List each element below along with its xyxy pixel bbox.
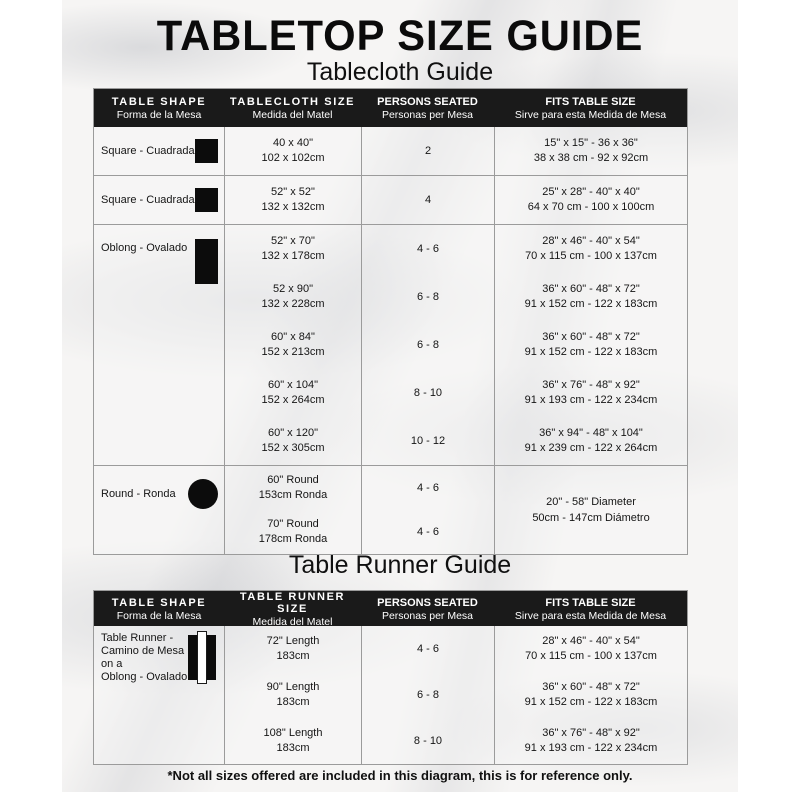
tablecloth-guide-table: [93, 88, 688, 555]
fits-column: [494, 127, 687, 175]
size-cell: [225, 225, 361, 273]
size-cell: [225, 176, 361, 224]
size-cm: 178cm Ronda: [258, 533, 328, 545]
size-cell: [225, 718, 361, 764]
fits-cm: 91 x 152 cm - 122 x 183cm: [524, 696, 658, 708]
fits-cm: 91 x 239 cm - 122 x 264cm: [524, 442, 658, 454]
shape-cell: [94, 225, 224, 465]
shape-cell: [94, 466, 224, 554]
header-es: Forma de la Mesa: [116, 610, 202, 622]
fits-cm: 91 x 152 cm - 122 x 183cm: [524, 298, 658, 310]
header-es: Medida del Matel: [252, 108, 333, 121]
size-inches: 52" x 70": [271, 235, 315, 247]
header-fits-table-size: [494, 591, 687, 628]
size-column: [224, 225, 361, 465]
persons-value: 4 - 6: [416, 242, 439, 255]
fits-cm: 64 x 70 cm - 100 x 100cm: [527, 201, 655, 213]
header-en: TABLE SHAPE: [111, 597, 207, 609]
tablecloth-guide-title: Tablecloth Guide: [306, 58, 494, 86]
fits-cell: [495, 321, 687, 369]
section-round: [94, 465, 687, 554]
persons-column: [361, 466, 494, 554]
header-es: Forma de la Mesa: [116, 108, 202, 121]
size-inches: 60" x 84": [271, 331, 315, 343]
size-cm: 152 x 305cm: [261, 442, 325, 454]
square-icon: [195, 139, 218, 163]
header-en: TABLE RUNNER SIZE: [239, 591, 346, 615]
fits-inches: 36" x 60" - 48" x 72": [542, 331, 640, 343]
persons-value: 8 - 10: [413, 386, 443, 399]
runner-stripe: [197, 631, 207, 684]
size-cell: [225, 672, 361, 718]
shape-label: Square - Cuadrada: [101, 144, 195, 157]
persons-value: 8 - 10: [413, 734, 443, 747]
shape-label: Square - Cuadrada: [101, 193, 195, 206]
size-cm: 152 x 264cm: [261, 394, 325, 406]
persons-value: 4 - 6: [416, 481, 439, 494]
size-inches: 52" x 52": [271, 186, 315, 198]
tablecloth-header-row: [94, 89, 687, 127]
size-cm: 153cm Ronda: [258, 489, 328, 501]
shape-line: on a: [101, 658, 123, 670]
size-column: [224, 176, 361, 224]
fits-cell: [495, 273, 687, 321]
persons-value: 6 - 8: [416, 688, 439, 701]
header-runner-size: [224, 591, 361, 628]
fits-inches: 28" x 46" - 40" x 54": [542, 235, 640, 247]
size-cm: 102 x 102cm: [261, 152, 325, 164]
persons-value: 4: [424, 193, 432, 206]
size-column: [224, 626, 361, 764]
square-icon: [195, 188, 218, 212]
marble-background: [62, 0, 738, 792]
size-inches: 40 x 40": [273, 137, 313, 149]
header-es: Sirve para esta Medida de Mesa: [514, 610, 667, 622]
persons-cell: [362, 273, 494, 321]
size-inches: 72" Length: [266, 635, 320, 647]
section-square-1: [94, 127, 687, 175]
size-cm: 132 x 132cm: [261, 201, 325, 213]
persons-cell: [362, 321, 494, 369]
fits-inches: 36" x 76" - 48" x 92": [542, 727, 640, 739]
runner-guide-title: Table Runner Guide: [288, 551, 512, 579]
header-table-shape: [94, 591, 224, 628]
size-inches: 60" Round: [267, 474, 319, 486]
fits-cell: [495, 176, 687, 224]
fits-column: [494, 626, 687, 764]
fits-cell: [495, 127, 687, 175]
size-cell: [225, 369, 361, 417]
header-es: Personas per Mesa: [381, 108, 474, 121]
header-es: Medida del Matel: [252, 616, 333, 628]
shape-line: Camino de Mesa: [101, 645, 185, 657]
persons-value: 4 - 6: [416, 525, 439, 538]
section-square-2: [94, 175, 687, 224]
size-cell: [225, 417, 361, 465]
runner-header-row: [94, 591, 687, 626]
header-table-shape: [94, 89, 224, 127]
size-inches: 52 x 90": [273, 283, 313, 295]
fits-column: [494, 466, 687, 554]
persons-column: [361, 626, 494, 764]
shape-line: Table Runner -: [101, 632, 174, 644]
fits-cm: 91 x 152 cm - 122 x 183cm: [524, 346, 658, 358]
persons-value: 6 - 8: [416, 290, 439, 303]
fits-cm: 70 x 115 cm - 100 x 137cm: [525, 650, 657, 662]
persons-column: [361, 176, 494, 224]
fits-cell: [495, 417, 687, 465]
shape-cell: [94, 626, 224, 764]
persons-cell: [362, 718, 494, 764]
section-oblong: [94, 224, 687, 465]
size-cm: 132 x 178cm: [261, 250, 325, 262]
persons-value: 2: [424, 144, 432, 157]
fits-inches: 36" x 60" - 48" x 72": [542, 283, 640, 295]
fits-inches: 36" x 76" - 48" x 92": [542, 379, 640, 391]
header-en: PERSONS SEATED: [377, 95, 478, 108]
header-tablecloth-size: [224, 89, 361, 127]
fits-inches: 36" x 60" - 48" x 72": [542, 681, 640, 693]
size-cell: [225, 510, 361, 554]
fits-cm: 38 x 38 cm - 92 x 92cm: [533, 152, 649, 164]
size-cell: [225, 466, 361, 510]
circle-icon: [188, 479, 218, 509]
fits-cm: 70 x 115 cm - 100 x 137cm: [525, 250, 657, 262]
size-inches: 90" Length: [266, 681, 320, 693]
size-cell: [225, 626, 361, 672]
header-en: TABLECLOTH SIZE: [229, 95, 356, 108]
rectangle-icon: [195, 239, 218, 284]
persons-column: [361, 225, 494, 465]
fits-cell: [495, 369, 687, 417]
shape-cell: [94, 127, 224, 175]
persons-cell: [362, 369, 494, 417]
size-cm: 183cm: [276, 742, 310, 754]
persons-cell: [362, 626, 494, 672]
size-cm: 183cm: [276, 696, 310, 708]
size-cell: [225, 273, 361, 321]
persons-cell: [362, 417, 494, 465]
persons-cell: [362, 127, 494, 175]
persons-column: [361, 127, 494, 175]
fits-merged-cell: [495, 466, 687, 554]
fits-cm: 50cm - 147cm Diámetro: [532, 512, 650, 524]
size-inches: 108" Length: [263, 727, 323, 739]
page-title: TABLETOP SIZE GUIDE: [156, 12, 644, 60]
size-cm: 132 x 228cm: [261, 298, 325, 310]
shape-label: Oblong - Ovalado: [101, 242, 188, 254]
size-column: [224, 127, 361, 175]
footnote: *Not all sizes offered are included in this diagram, this is for reference only.: [167, 768, 633, 783]
persons-value: 10 - 12: [410, 434, 446, 447]
header-persons-seated: [361, 89, 494, 127]
shape-line: Oblong - Ovalado: [101, 671, 188, 683]
header-en: TABLE SHAPE: [111, 95, 207, 108]
size-column: [224, 466, 361, 554]
shape-cell: [94, 176, 224, 224]
persons-cell: [362, 466, 494, 510]
table-runner-icon: [188, 635, 216, 680]
header-es: Sirve para esta Medida de Mesa: [514, 108, 667, 121]
size-inches: 60" x 104": [267, 379, 318, 391]
fits-cm: 91 x 193 cm - 122 x 234cm: [524, 394, 658, 406]
shape-label: [101, 632, 187, 684]
persons-cell: [362, 225, 494, 273]
fits-cell: [495, 225, 687, 273]
shape-label: Round - Ronda: [101, 488, 176, 500]
header-fits-table-size: [494, 89, 687, 127]
header-en: FITS TABLE SIZE: [545, 95, 636, 108]
size-inches: 60" x 120": [267, 427, 318, 439]
persons-cell: [362, 176, 494, 224]
header-en: PERSONS SEATED: [377, 597, 478, 609]
section-table-runner: [94, 626, 687, 764]
persons-value: 6 - 8: [416, 338, 439, 351]
fits-cm: 91 x 193 cm - 122 x 234cm: [524, 742, 658, 754]
persons-cell: [362, 672, 494, 718]
size-cell: [225, 127, 361, 175]
fits-cell: [495, 672, 687, 718]
fits-inches: 36" x 94" - 48" x 104": [539, 427, 643, 439]
fits-inches: 28" x 46" - 40" x 54": [542, 635, 640, 647]
fits-cell: [495, 718, 687, 764]
persons-value: 4 - 6: [416, 642, 439, 655]
persons-cell: [362, 510, 494, 554]
fits-column: [494, 176, 687, 224]
size-cm: 152 x 213cm: [261, 346, 325, 358]
size-cm: 183cm: [276, 650, 310, 662]
header-persons-seated: [361, 591, 494, 628]
header-en: FITS TABLE SIZE: [545, 597, 636, 609]
fits-inches: 15" x 15" - 36 x 36": [544, 137, 638, 149]
runner-guide-table: [93, 590, 688, 765]
fits-inches: 20" - 58" Diameter: [546, 496, 636, 508]
fits-inches: 25" x 28" - 40" x 40": [542, 186, 640, 198]
fits-cell: [495, 626, 687, 672]
fits-column: [494, 225, 687, 465]
size-inches: 70" Round: [267, 518, 319, 530]
header-es: Personas per Mesa: [381, 610, 474, 622]
size-cell: [225, 321, 361, 369]
